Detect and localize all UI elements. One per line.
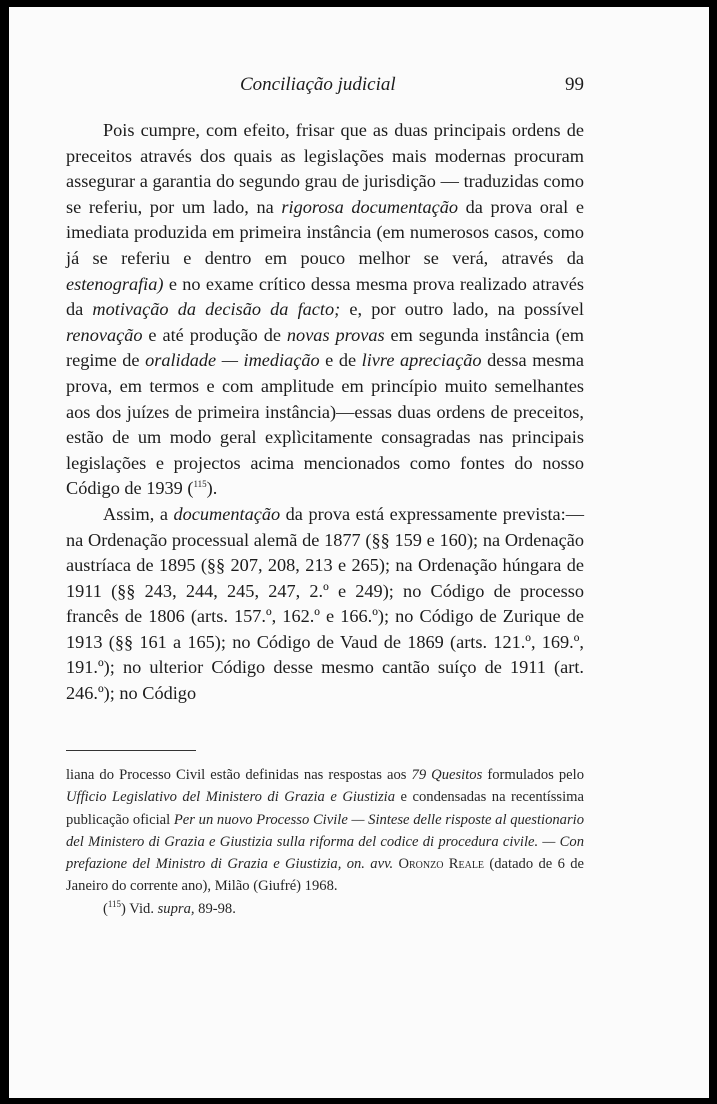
footnote-number: 115 — [107, 898, 122, 909]
text-run: Vid. — [125, 900, 158, 917]
text-run: (datado de 6 de Janeiro do corrente ano), Milão (Giufré) 1968. — [66, 856, 584, 895]
italic-run: supra, — [157, 900, 195, 917]
text-run: e condensadas na recentíssima publicação oficial — [66, 789, 584, 828]
paragraph-1 — [66, 118, 584, 502]
italic-run: renovação — [66, 324, 143, 345]
running-header — [60, 74, 584, 98]
text-run: liana do Processo Civil estão definidas nas respostas aos — [66, 767, 412, 783]
italic-run: motivação da decisão da facto; — [92, 299, 341, 320]
italic-run: Per un nuovo Processo Civile — Sintese delle risposte al questionario del Ministero di Grazia e Giustizia sulla riforma del codice di procedura civile. — Con prefazione del Ministro di Grazia e Giustizia, on. avv. — [66, 811, 584, 873]
main-text — [66, 118, 584, 707]
footnotes — [66, 764, 584, 920]
italic-run: 79 Quesitos — [411, 767, 483, 783]
text-run: Assim, a — [103, 503, 174, 524]
footnote-115: ($^{115}$) Vid. supra, 89-98. — [103, 898, 236, 917]
italic-run: estenografia) — [66, 273, 164, 294]
italic-run: novas provas — [286, 324, 385, 345]
italic-run: livre apreciação — [361, 350, 482, 371]
footnote-divider — [66, 750, 196, 751]
text-run: e, por outro lado, na possível — [340, 299, 584, 320]
text-run: em segunda instância (em regime de — [66, 324, 585, 371]
author-name: Oronzo Reale — [393, 856, 485, 873]
text-run: ). — [206, 478, 218, 499]
text-run: da prova está expressamente prevista:—na Ordenação processual alemã de 1877 (§§ 159 e 160); na Ordenação austríaca de 1895 (§§ 207, 208, 213 e 265); na Ordenação húngara de 1911 (§§ 243, 244, 245, 247, 2.º e 249); no Código de processo francês de 1806 (arts. 157.º, 162.º e 166.º); no Código de Zurique de 1913 (§§ 161 a 165); no Código de Vaud de 1869 (arts. 121.º, 169.º, 191.º); no ulterior Código desse mesmo cantão suíço de 1911 (art. 246.º); no Código — [66, 503, 584, 704]
text-run: e no exame crítico dessa mesma prova realizado através da — [66, 273, 584, 320]
text-run: Pois cumpre, com efeito, frisar que as duas principais ordens de preceitos através dos quais as legislações mais modernas procuram assegurar a garantia do segundo grau de jurisdição — traduzidas como se referiu, por um lado, na — [66, 120, 584, 217]
page-number: 99 — [565, 74, 584, 95]
text-run: e de — [319, 350, 362, 371]
text-run: 89-98. — [194, 900, 236, 917]
footnote-continued — [66, 764, 584, 898]
running-title: Conciliação judicial — [240, 74, 396, 95]
italic-run: documentação — [173, 503, 281, 524]
text-run: e até produção de — [142, 324, 287, 345]
text-run: formulados pelo — [482, 767, 584, 783]
italic-run: rigorosa documentação — [281, 196, 458, 217]
italic-run: Ufficio Legislativo del Ministero di Grazia e Giustizia — [66, 789, 396, 806]
text-run: da prova oral e imediata produzida em primeira instância (em numerosos casos, como já se referiu e dentro em pouco melhor se verá, através da — [66, 196, 584, 268]
italic-run: oralidade — imediação — [145, 350, 320, 371]
text-run: dessa mesma prova, em termos e com amplitude em princípio muito semelhantes aos dos juízes de primeira instância)—essas duas ordens de preceitos, estão de um modo geral explìcitamente consagradas nas principais legislações e projectos acima mencionados como fontes do nosso Código de 1939 ( — [66, 350, 584, 499]
footnote-ref: 115 — [193, 479, 207, 490]
paragraph-2 — [66, 502, 584, 707]
